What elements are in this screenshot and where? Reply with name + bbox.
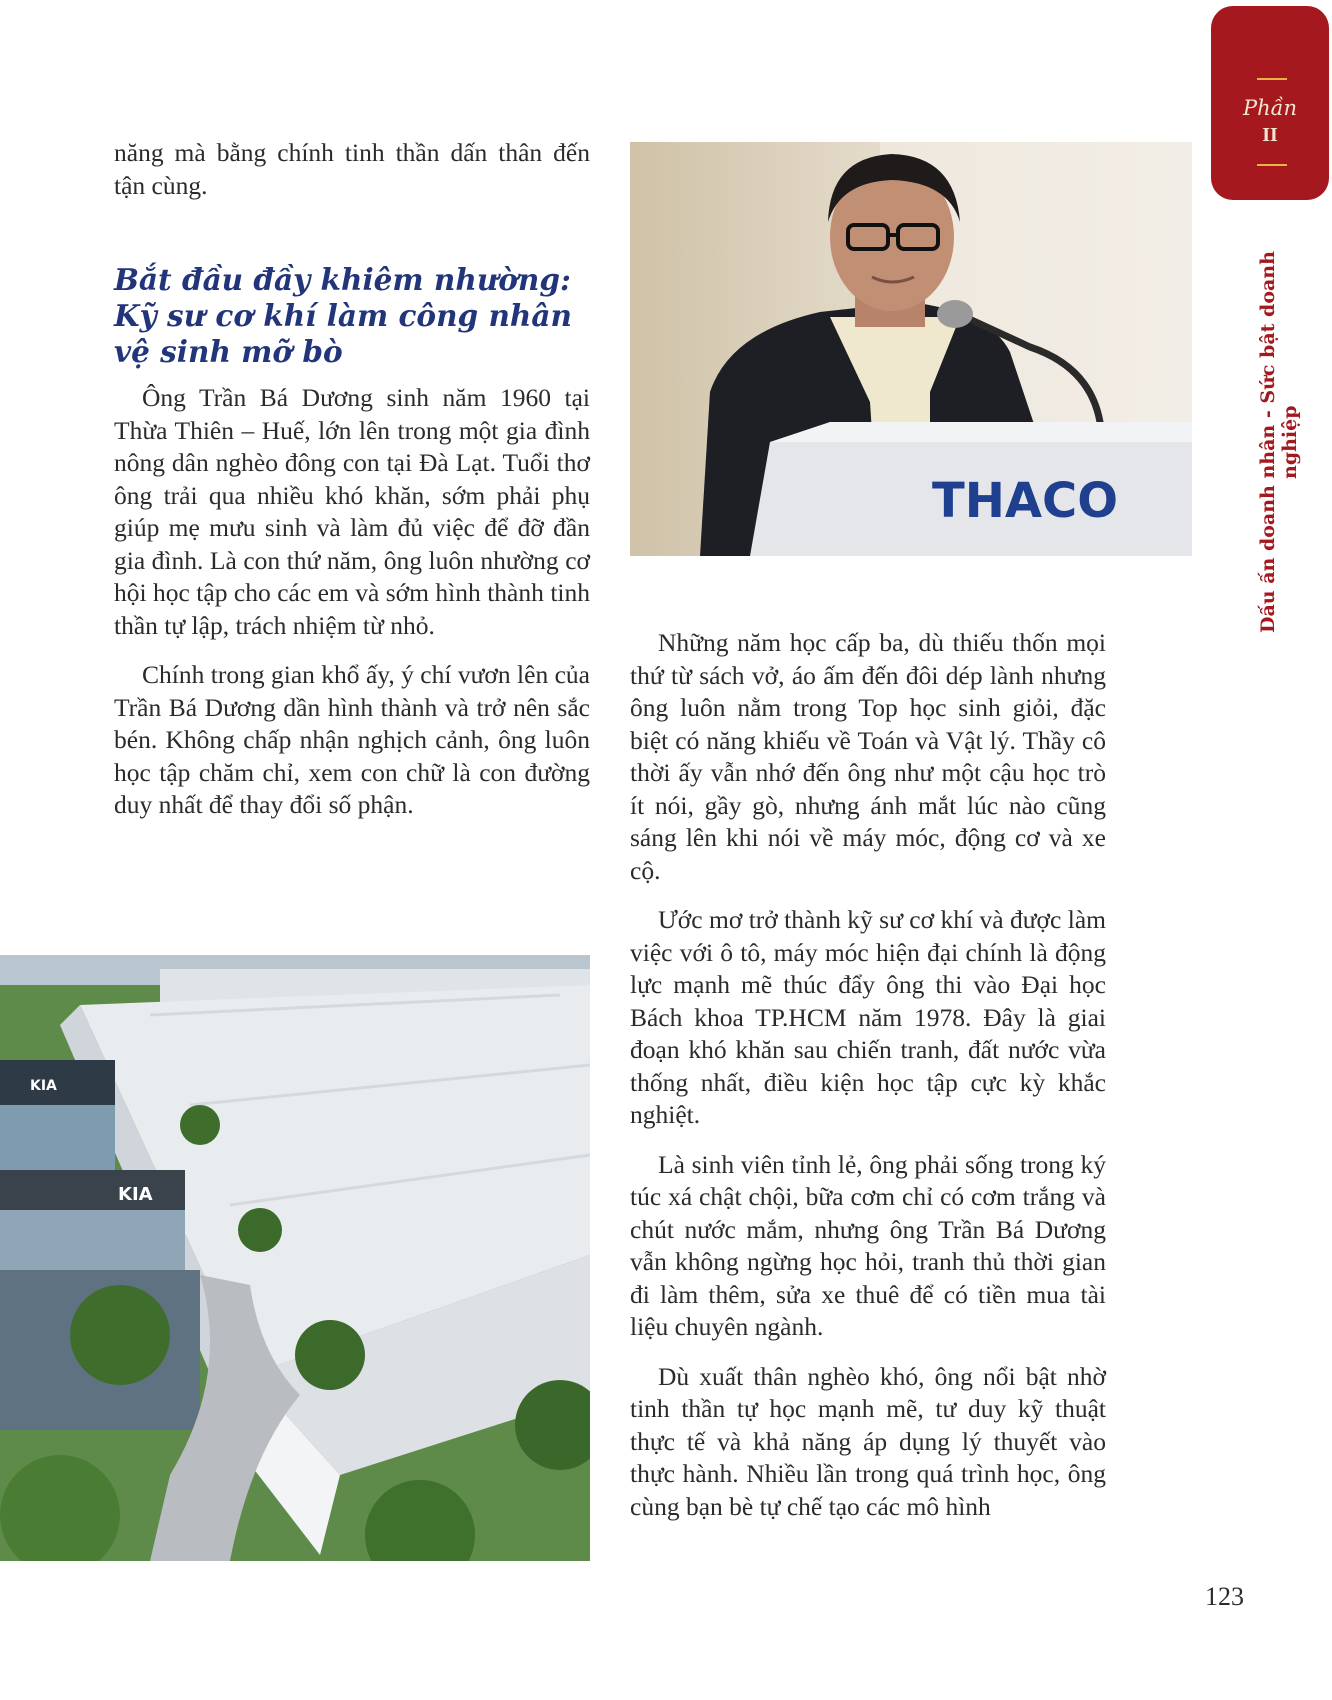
podium-logo: THACO	[931, 473, 1119, 529]
running-side-title: Dấu ấn doanh nhân - Sức bật doanh nghiệp	[1257, 251, 1301, 633]
factory-aerial-photo	[0, 955, 590, 1561]
factory-illustration	[0, 955, 590, 1561]
section-tab-label: Phần	[1242, 96, 1298, 120]
portrait-illustration	[630, 142, 1192, 556]
opening-fragment: năng mà bằng chính tinh thần dấn thân đến tận cùng.	[114, 138, 590, 200]
section-heading: Bắt đầu đầy khiêm nhường: Kỹ sư cơ khí làm công nhân vệ sinh mỡ bò	[114, 262, 572, 369]
right-paragraph-2: Ước mơ trở thành kỹ sư cơ khí và được làm việc với ô tô, máy móc hiện đại chính là động lực mạnh mẽ thúc đẩy ông thi vào Đại học Bách khoa TP.HCM năm 1978. Đây là giai đoạn khó khăn sau chiến tranh, đất nước vừa thống nhất, điều kiện học tập cực kỳ khắc nghiệt.	[630, 905, 1106, 1129]
section-tab-numeral: II	[1262, 124, 1278, 146]
section-tab	[1211, 6, 1329, 200]
right-paragraph-3: Là sinh viên tỉnh lẻ, ông phải sống trong ký túc xá chật chội, bữa cơm chỉ có cơm trắng và chút nước mắm, nhưng ông Trần Bá Dương vẫn không ngừng học hỏi, tranh thủ thời gian đi làm thêm, sửa xe thuê để có tiền mua tài liệu chuyên ngành.	[630, 1149, 1106, 1341]
right-paragraph-1: Những năm học cấp ba, dù thiếu thốn mọi thứ từ sách vở, áo ấm đến đôi dép lành nhưng ông luôn nằm trong Top học sinh giỏi, đặc biệt có năng khiếu về Toán và Vật lý. Thầy cô thời ấy vẫn nhớ đến ông như một cậu học trò ít nói, gầy gò, nhưng ánh mắt lúc nào cũng sáng lên khi nói về máy móc, động cơ và xe cộ.	[630, 628, 1106, 885]
showroom-logo-upper: KIA	[30, 1078, 57, 1094]
page-number: 123	[1205, 1582, 1244, 1611]
right-paragraph-4: Dù xuất thân nghèo khó, ông nổi bật nhờ tinh thần tự học mạnh mẽ, tư duy kỹ thuật thực tế và khả năng áp dụng lý thuyết vào thực hành. Nhiều lần trong quá trình học, ông cùng bạn bè tự chế tạo các mô hình	[630, 1361, 1106, 1521]
showroom-logo-lower: KIA	[118, 1184, 153, 1205]
left-paragraph-2: Chính trong gian khổ ấy, ý chí vươn lên của Trần Bá Dương dần hình thành và trở nên sắc bén. Không chấp nhận nghịch cảnh, ông luôn học tập chăm chỉ, xem con chữ là con đường duy nhất để thay đổi số phận.	[114, 660, 590, 819]
tab-top-rule	[1257, 78, 1287, 80]
right-text-column	[630, 627, 1106, 1540]
left-text-column	[114, 137, 590, 839]
portrait-photo	[630, 142, 1192, 556]
left-paragraph-1: Ông Trần Bá Dương sinh năm 1960 tại Thừa Thiên – Huế, lớn lên trong một gia đình nông dân nghèo đông con tại Đà Lạt. Tuổi thơ ông trải qua nhiều khó khăn, sớm phải phụ giúp mẹ mưu sinh và làm đủ việc để đỡ đần gia đình. Là con thứ năm, ông luôn nhường cơ hội học tập cho các em và sớm hình thành tinh thần tự lập, trách nhiệm từ nhỏ.	[114, 383, 590, 640]
tab-bottom-rule	[1257, 164, 1287, 166]
